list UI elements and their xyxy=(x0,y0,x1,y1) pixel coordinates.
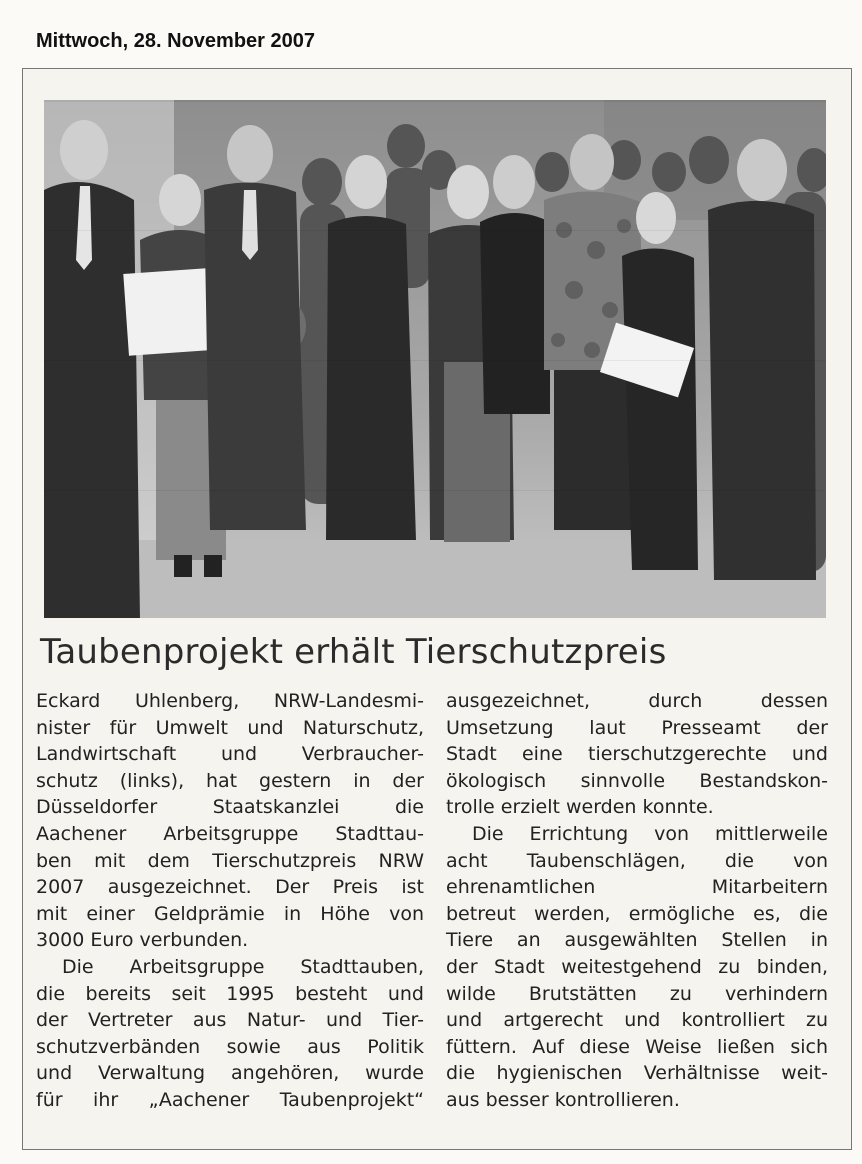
text-line: Die Errichtung von mittlerweile xyxy=(472,822,828,845)
text-line: Aachener Arbeitsgruppe Stadttau- xyxy=(36,822,424,845)
text-line: der Stadt weitestgehend zu binden, xyxy=(446,955,828,978)
text-line: 3000 Euro verbunden. xyxy=(36,929,249,952)
text-line: Die Arbeitsgruppe Stadttauben, xyxy=(62,955,424,978)
paragraph xyxy=(36,688,424,954)
text-line: für ihr „Aachener Taubenprojekt“ xyxy=(36,1088,424,1111)
text-line: und artgerecht und kontrolliert zu xyxy=(446,1009,828,1032)
text-line: ben mit dem Tierschutzpreis NRW xyxy=(36,849,424,872)
text-line: nister für Umwelt und Naturschutz, xyxy=(36,716,424,739)
text-line: ausgezeichnet, durch dessen xyxy=(446,690,828,712)
text-line: Stadt eine tierschutzgerechte und xyxy=(446,743,828,766)
group-photo xyxy=(44,100,826,618)
paragraph xyxy=(446,821,828,1114)
text-line: der Vertreter aus Natur- und Tier- xyxy=(36,1009,424,1032)
article-column-left xyxy=(36,688,424,1114)
text-line: Eckard Uhlenberg, NRW-Landesmi- xyxy=(36,690,424,712)
text-line: füttern. Auf diese Weise ließen sich xyxy=(446,1035,828,1058)
text-line: Umsetzung laut Presseamt der xyxy=(446,716,828,739)
text-line: Tiere an ausgewählten Stellen in xyxy=(446,929,828,952)
text-line: Landwirtschaft und Verbraucher- xyxy=(36,743,424,766)
text-line: mit einer Geldprämie in Höhe von xyxy=(36,902,424,925)
text-line: aus besser kontrollieren. xyxy=(446,1088,680,1111)
paragraph xyxy=(446,688,828,821)
text-line: die hygienischen Verhältnisse weit- xyxy=(446,1062,828,1085)
text-line: schutz (links), hat gestern in der xyxy=(36,769,424,792)
paragraph xyxy=(36,954,424,1114)
text-line: trolle erzielt werden konnte. xyxy=(446,796,714,819)
text-line: schutzverbänden sowie aus Politik xyxy=(36,1035,424,1058)
text-line: und Verwaltung angehören, wurde xyxy=(36,1062,424,1085)
text-line: wilde Brutstätten zu verhindern xyxy=(446,982,828,1005)
text-line: ehrenamtlichen Mitarbeitern xyxy=(446,876,828,899)
text-line: ökologisch sinnvolle Bestandskon- xyxy=(446,769,828,792)
headline: Taubenprojekt erhält Tierschutzpreis xyxy=(40,632,667,672)
dateline: Mittwoch, 28. November 2007 xyxy=(36,30,315,52)
article-column-right xyxy=(446,688,828,1114)
text-line: betreut werden, ermögliche es, die xyxy=(446,902,828,925)
text-line: Düsseldorfer Staatskanzlei die xyxy=(36,796,424,819)
text-line: die bereits seit 1995 besteht und xyxy=(36,982,424,1005)
text-line: 2007 ausgezeichnet. Der Preis ist xyxy=(36,876,424,899)
text-line: acht Taubenschlägen, die von xyxy=(446,849,828,872)
